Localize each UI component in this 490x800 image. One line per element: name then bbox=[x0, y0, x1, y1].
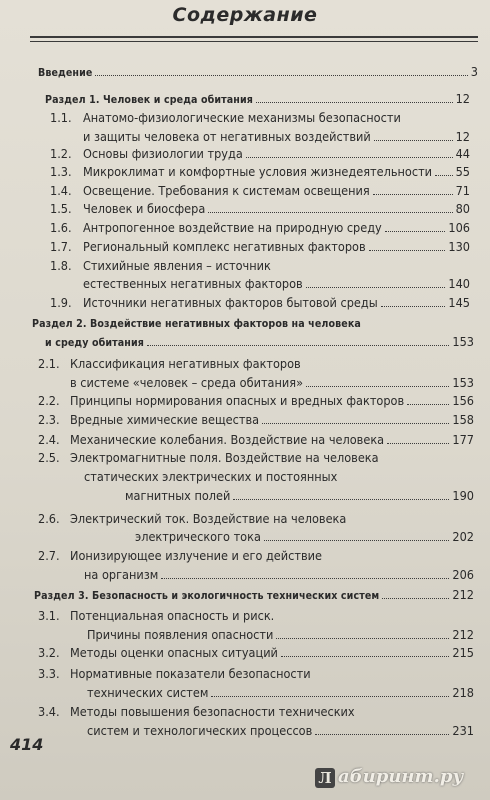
toc-entry bbox=[0, 565, 490, 585]
toc-entry bbox=[0, 721, 490, 741]
dot-leader bbox=[264, 527, 449, 541]
dot-leader bbox=[281, 643, 449, 657]
toc-entry bbox=[0, 218, 490, 238]
toc-entry bbox=[0, 509, 490, 529]
toc-entry bbox=[0, 199, 490, 219]
toc-entry bbox=[0, 256, 490, 276]
toc-entry-title: Нормативные показатели безопасности bbox=[70, 666, 311, 681]
toc-entry bbox=[0, 585, 490, 605]
toc-entry bbox=[0, 293, 490, 313]
toc-entry-title: Принципы нормирования опасных и вредных факторов bbox=[70, 393, 405, 408]
toc-page-number: 218 bbox=[452, 685, 474, 700]
toc-entry bbox=[0, 430, 490, 450]
dot-leader bbox=[161, 565, 449, 579]
title-top-rule bbox=[30, 36, 478, 38]
toc-section-title: Введение bbox=[38, 67, 93, 79]
toc-entry-number: 1.4. bbox=[50, 183, 72, 198]
toc-page-number: 145 bbox=[448, 295, 470, 310]
toc-entry bbox=[0, 108, 490, 128]
labirint-watermark bbox=[315, 766, 485, 790]
toc-entry bbox=[0, 467, 490, 487]
toc-entry-title: Методы оценки опасных ситуаций bbox=[70, 645, 278, 660]
toc-entry-number: 1.9. bbox=[50, 295, 72, 310]
toc-entry bbox=[0, 606, 490, 626]
toc-entry-title: и защиты человека от негативных воздействий bbox=[83, 129, 371, 144]
toc-entry-number: 1.7. bbox=[50, 239, 72, 254]
dot-leader bbox=[262, 410, 449, 424]
toc-section-title: Раздел 2. Воздействие негативных факторов на человека bbox=[32, 318, 361, 330]
toc-entry bbox=[0, 89, 490, 109]
toc-entry-number: 2.4. bbox=[38, 432, 60, 447]
toc-section-title: Раздел 3. Безопасность и экологичность технических систем bbox=[34, 590, 380, 602]
dot-leader bbox=[315, 721, 449, 735]
toc-entry-title: Потенциальная опасность и риск. bbox=[70, 608, 275, 623]
toc-entry-title: Причины появления опасности bbox=[87, 627, 274, 642]
toc-entry-title: Электромагнитные поля. Воздействие на человека bbox=[70, 450, 379, 465]
dot-leader bbox=[369, 237, 446, 251]
dot-leader bbox=[276, 625, 449, 639]
toc-page-number: 130 bbox=[448, 239, 470, 254]
toc-entry bbox=[0, 332, 490, 352]
toc-entry-number: 3.3. bbox=[38, 666, 60, 681]
toc-page-number: 202 bbox=[452, 529, 474, 544]
toc-page-number: 140 bbox=[448, 276, 470, 291]
toc-entry-number: 3.2. bbox=[38, 645, 60, 660]
toc-page-number: 177 bbox=[452, 432, 474, 447]
toc-entry bbox=[0, 683, 490, 703]
toc-entry bbox=[0, 144, 490, 164]
toc-entry-title: Основы физиологии труда bbox=[83, 146, 243, 161]
dot-leader bbox=[407, 391, 449, 405]
title-bottom-rule bbox=[30, 41, 478, 42]
toc-entry-title: Методы повышения безопасности технических bbox=[70, 704, 355, 719]
toc-page-number: 158 bbox=[452, 412, 474, 427]
toc-entry-title: Источники негативных факторов бытовой среды bbox=[83, 295, 378, 310]
watermark-mark: Л bbox=[315, 768, 335, 788]
dot-leader bbox=[387, 430, 449, 444]
toc-entry-title: на организм bbox=[84, 567, 159, 582]
toc-entry bbox=[0, 448, 490, 468]
toc-entry bbox=[0, 373, 490, 393]
toc-entry-title: Классификация негативных факторов bbox=[70, 356, 301, 371]
toc-entry-number: 2.2. bbox=[38, 393, 60, 408]
toc-entry-number: 2.7. bbox=[38, 548, 60, 563]
dot-leader bbox=[306, 373, 449, 387]
toc-entry-number: 2.3. bbox=[38, 412, 60, 427]
toc-entry bbox=[0, 410, 490, 430]
toc-entry-title: систем и технологических процессов bbox=[87, 723, 313, 738]
dot-leader bbox=[435, 162, 453, 176]
dot-leader bbox=[385, 218, 446, 232]
toc-entry-number: 3.4. bbox=[38, 704, 60, 719]
watermark-text: абиринт.ру bbox=[338, 766, 464, 787]
page-number: 414 bbox=[10, 735, 44, 754]
toc-entry bbox=[0, 162, 490, 182]
toc-entry-number: 1.2. bbox=[50, 146, 72, 161]
toc-entry-number: 2.1. bbox=[38, 356, 60, 371]
toc-entry-number: 1.1. bbox=[50, 110, 72, 125]
toc-entry-title: Освещение. Требования к системам освещения bbox=[83, 183, 370, 198]
toc-entry-title: Механические колебания. Воздействие на человека bbox=[70, 432, 385, 447]
toc-entry-title: Ионизирующее излучение и его действие bbox=[70, 548, 322, 563]
toc-page-number: 12 bbox=[455, 129, 470, 144]
toc-section-title: Раздел 1. Человек и среда обитания bbox=[45, 94, 253, 106]
dot-leader bbox=[381, 293, 446, 307]
toc-page-number: 55 bbox=[455, 164, 470, 179]
dot-leader bbox=[256, 89, 453, 103]
toc-entry bbox=[0, 314, 490, 334]
dot-leader bbox=[374, 127, 453, 141]
toc-entry bbox=[0, 181, 490, 201]
dot-leader bbox=[382, 585, 449, 599]
toc-entry-number: 1.8. bbox=[50, 258, 72, 273]
toc-entry bbox=[0, 62, 490, 82]
toc-entry-title: Антропогенное воздействие на природную среду bbox=[83, 220, 382, 235]
toc-page-number: 71 bbox=[455, 183, 470, 198]
page-title: Содержание bbox=[172, 4, 318, 26]
toc-entry bbox=[0, 527, 490, 547]
toc-entry-title: естественных негативных факторов bbox=[83, 276, 303, 291]
toc-entry bbox=[0, 354, 490, 374]
toc-page-number: 212 bbox=[452, 627, 474, 642]
toc-entry bbox=[0, 486, 490, 506]
toc-page-number: 206 bbox=[452, 567, 474, 582]
toc-page-number: 190 bbox=[452, 488, 474, 503]
toc-page-number: 156 bbox=[452, 393, 474, 408]
dot-leader bbox=[373, 181, 453, 195]
toc-entry-title: Микроклимат и комфортные условия жизнедеятельности bbox=[83, 164, 433, 179]
toc-page-number: 12 bbox=[455, 91, 470, 106]
dot-leader bbox=[246, 144, 453, 158]
toc-entry-title: в системе «человек – среда обитания» bbox=[70, 375, 304, 390]
dot-leader bbox=[95, 62, 467, 76]
toc-entry-title: Вредные химические вещества bbox=[70, 412, 260, 427]
toc-page-number: 80 bbox=[455, 201, 470, 216]
toc-entry bbox=[0, 274, 490, 294]
dot-leader bbox=[211, 683, 449, 697]
toc-entry bbox=[0, 625, 490, 645]
toc-entry-title: Региональный комплекс негативных факторов bbox=[83, 239, 366, 254]
toc-entry-title: технических систем bbox=[87, 685, 209, 700]
toc-entry-title: Электрический ток. Воздействие на человека bbox=[70, 511, 347, 526]
toc-entry-title: магнитных полей bbox=[125, 488, 231, 503]
toc-entry-title: Стихийные явления – источник bbox=[83, 258, 271, 273]
toc-entry-title: Человек и биосфера bbox=[83, 201, 206, 216]
dot-leader bbox=[147, 332, 449, 346]
toc-entry-number: 2.5. bbox=[38, 450, 60, 465]
toc-page-number: 153 bbox=[452, 334, 474, 349]
toc-entry-number: 3.1. bbox=[38, 608, 60, 623]
toc-entry bbox=[0, 391, 490, 411]
toc-entry bbox=[0, 664, 490, 684]
toc-entry bbox=[0, 702, 490, 722]
toc-page-number: 212 bbox=[452, 587, 474, 602]
dot-leader bbox=[306, 274, 446, 288]
toc-entry-title: статических электрических и постоянных bbox=[84, 469, 338, 484]
toc-entry-number: 1.3. bbox=[50, 164, 72, 179]
dot-leader bbox=[233, 486, 449, 500]
toc-page-number: 231 bbox=[452, 723, 474, 738]
toc-entry-number: 1.6. bbox=[50, 220, 72, 235]
toc-page-number: 215 bbox=[452, 645, 474, 660]
toc-entry-title: Анатомо-физиологические механизмы безопасности bbox=[83, 110, 401, 125]
toc-entry-title: электрического тока bbox=[135, 529, 261, 544]
toc-page-number: 153 bbox=[452, 375, 474, 390]
toc-page-number: 3 bbox=[470, 64, 478, 79]
toc-entry-number: 2.6. bbox=[38, 511, 60, 526]
toc-section-title: и среду обитания bbox=[45, 337, 144, 349]
toc-entry-number: 1.5. bbox=[50, 201, 72, 216]
toc-entry bbox=[0, 643, 490, 663]
dot-leader bbox=[208, 199, 452, 213]
toc-entry bbox=[0, 546, 490, 566]
toc-page-number: 106 bbox=[448, 220, 470, 235]
toc-entry bbox=[0, 237, 490, 257]
toc-page-number: 44 bbox=[455, 146, 470, 161]
